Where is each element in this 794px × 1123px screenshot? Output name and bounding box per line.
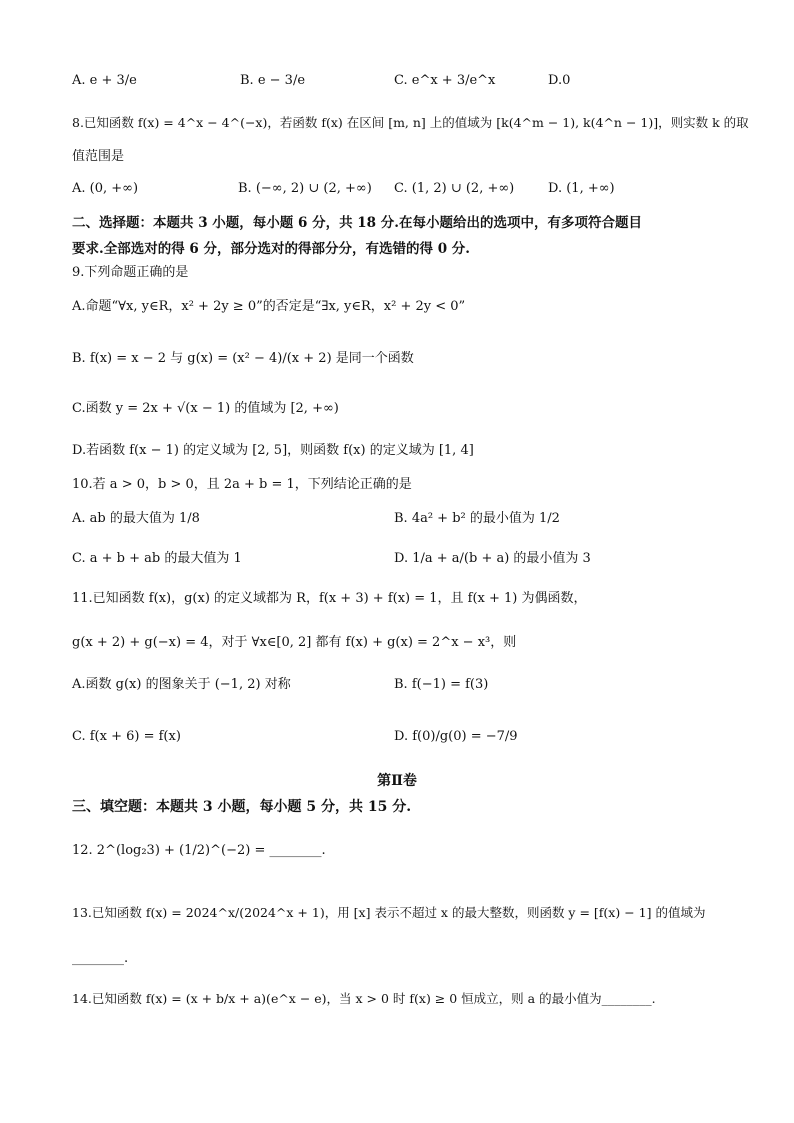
q7-option-d: D.0 [548,73,571,88]
q10-option-c: C. a + b + ab 的最大值为 1 [72,551,242,566]
q11-stem-line1: 11.已知函数 f(x)，g(x) 的定义域都为 R，f(x + 3) + f(x) = 1，且 f(x + 1) 为偶函数， [72,591,587,606]
q11-option-c: C. f(x + 6) = f(x) [72,729,181,744]
q9-option-d: D.若函数 f(x − 1) 的定义域为 [2, 5]，则函数 f(x) 的定义域为 [1, 4] [72,443,474,458]
q7-option-c: C. e^x + 3/e^x [394,73,496,88]
q14: 14.已知函数 f(x) = (x + b/x + a)(e^x − e)，当 x > 0 时 f(x) ≥ 0 恒成立，则 a 的最小值为________. [72,991,656,1006]
q9-option-b: B. f(x) = x − 2 与 g(x) = (x² − 4)/(x + 2) 是同一个函数 [72,351,414,366]
q9-stem: 9.下列命题正确的是 [72,265,189,280]
q8-option-a: A. (0, +∞) [72,181,139,196]
q8-option-c: C. (1, 2) ∪ (2, +∞) [394,181,515,196]
q11-stem-line2: g(x + 2) + g(−x) = 4，对于 ∀x∈[0, 2] 都有 f(x) + g(x) = 2^x − x³，则 [72,635,517,650]
q9-option-c: C.函数 y = 2x + √(x − 1) 的值域为 [2, +∞) [72,401,339,416]
q13-line1: 13.已知函数 f(x) = 2024^x/(2024^x + 1)，用 [x] 表示不超过 x 的最大整数，则函数 y = [f(x) − 1] 的值域为 [72,905,706,920]
q7-option-a: A. e + 3/e [72,73,137,88]
q10-option-d: D. 1/a + a/(b + a) 的最小值为 3 [394,551,591,566]
q8-option-d: D. (1, +∞) [548,181,615,196]
q10-option-a: A. ab 的最大值为 1/8 [72,511,200,526]
q8-stem-line1: 8.已知函数 f(x) = 4^x − 4^(−x)，若函数 f(x) 在区间 [m, n] 上的值域为 [k(4^m − 1), k(4^n − 1)]，则实数 k 的取 [72,115,749,130]
section2-heading-line1: 二、选择题：本题共 3 小题，每小题 6 分，共 18 分.在每小题给出的选项中，有多项符合题目 [72,215,642,231]
q11-option-d: D. f(0)/g(0) = −7/9 [394,729,518,744]
q12: 12. 2^(log₂3) + (1/2)^(−2) = ________. [72,843,326,858]
q11-option-a: A.函数 g(x) 的图象关于 (−1, 2) 对称 [72,677,291,692]
q10-option-b: B. 4a² + b² 的最小值为 1/2 [394,511,560,526]
q8-stem-line2: 值范围是 [72,149,125,164]
q11-option-b: B. f(−1) = f(3) [394,677,489,692]
q8-option-b: B. (−∞, 2) ∪ (2, +∞) [238,181,372,196]
q13-line2: ________. [72,951,129,966]
q9-option-a: A.命题“∀x, y∈R，x² + 2y ≥ 0”的否定是“∃x, y∈R，x² + 2y < 0” [72,299,466,314]
q7-option-b: B. e − 3/e [240,73,306,88]
part2-title: 第Ⅱ卷 [377,773,417,789]
section2-heading-line2: 要求.全部选对的得 6 分，部分选对的得部分分，有选错的得 0 分. [72,241,470,257]
section3-heading: 三、填空题：本题共 3 小题，每小题 5 分，共 15 分. [72,799,412,815]
q10-stem: 10.若 a > 0，b > 0，且 2a + b = 1，下列结论正确的是 [72,477,412,492]
